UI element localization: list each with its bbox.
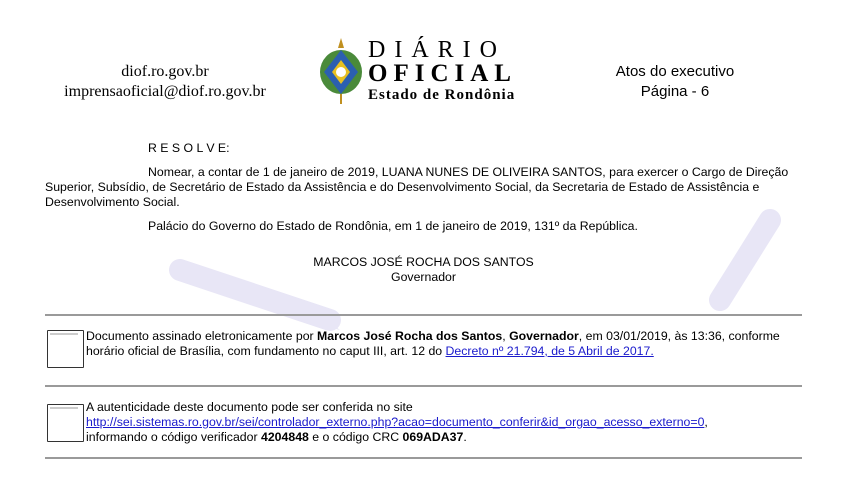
auth-text3: e o código CRC	[308, 430, 403, 444]
authenticity-text	[86, 400, 801, 445]
resolve-heading: R E S O L V E:	[148, 141, 230, 155]
email-link: imprensaoficial@diof.ro.gov.br	[64, 83, 266, 100]
logo-line-1: DIÁRIO	[368, 37, 506, 63]
signer-role: Governador	[391, 270, 456, 284]
sig-name: Marcos José Rocha dos Santos	[317, 329, 503, 343]
sig-suffix: , em 03/01/2019, às 13:36, conforme horário oficial de Brasília, com fundamento no caput III, art. 12 do	[86, 329, 780, 358]
signer-name: MARCOS JOSÉ ROCHA DOS SANTOS	[313, 255, 534, 269]
divider	[45, 457, 802, 459]
decree-link[interactable]: Decreto nº 21.794, de 5 Abril de 2017.	[445, 344, 654, 358]
header-contact	[40, 62, 290, 102]
auth-line1: A autenticidade deste documento pode ser conferida no site	[86, 400, 413, 414]
auth-comma: ,	[704, 415, 708, 429]
divider	[45, 314, 802, 316]
signature-seal-icon	[47, 330, 84, 368]
sig-role: Governador	[509, 329, 579, 343]
sig-prefix: Documento assinado eletronicamente por	[86, 329, 318, 343]
verifier-code: 4204848	[261, 430, 309, 444]
auth-end: .	[463, 430, 467, 444]
signer-block	[45, 255, 802, 285]
logo-line-3: Estado de Rondônia	[368, 87, 516, 103]
crc-code: 069ADA37	[402, 430, 464, 444]
signature-text	[86, 329, 801, 359]
state-coat-of-arms-icon	[318, 38, 364, 104]
auth-text2: informando o código verificador	[86, 430, 261, 444]
appointment-paragraph: Nomear, a contar de 1 de janeiro de 2019, LUANA NUNES DE OLIVEIRA SANTOS, para exercer o Cargo de Direção Superior, Subsídio, de Secretário de Estado da Assistência e do Desenvolvimento Social, da Secretaria de Estado de Assistência e Desenvolvimento Social.	[45, 165, 789, 209]
verification-url-link[interactable]: http://sei.sistemas.ro.gov.br/sei/controlador_externo.php?acao=documento_conferir&id_orgao_acesso_externo=0	[86, 415, 705, 429]
page-number: Página - 6	[640, 83, 710, 100]
section-name: Atos do executivo	[615, 63, 735, 80]
sig-comma: ,	[502, 329, 510, 343]
diario-oficial-logo	[368, 38, 517, 104]
header-section	[590, 62, 760, 102]
logo-line-2: OFICIAL	[368, 60, 517, 87]
site-link: diof.ro.gov.br	[121, 63, 209, 80]
palace-paragraph: Palácio do Governo do Estado de Rondônia, em 1 de janeiro de 2019, 131º da República.	[148, 219, 638, 233]
divider	[45, 385, 802, 387]
qr-code-icon	[47, 404, 84, 442]
